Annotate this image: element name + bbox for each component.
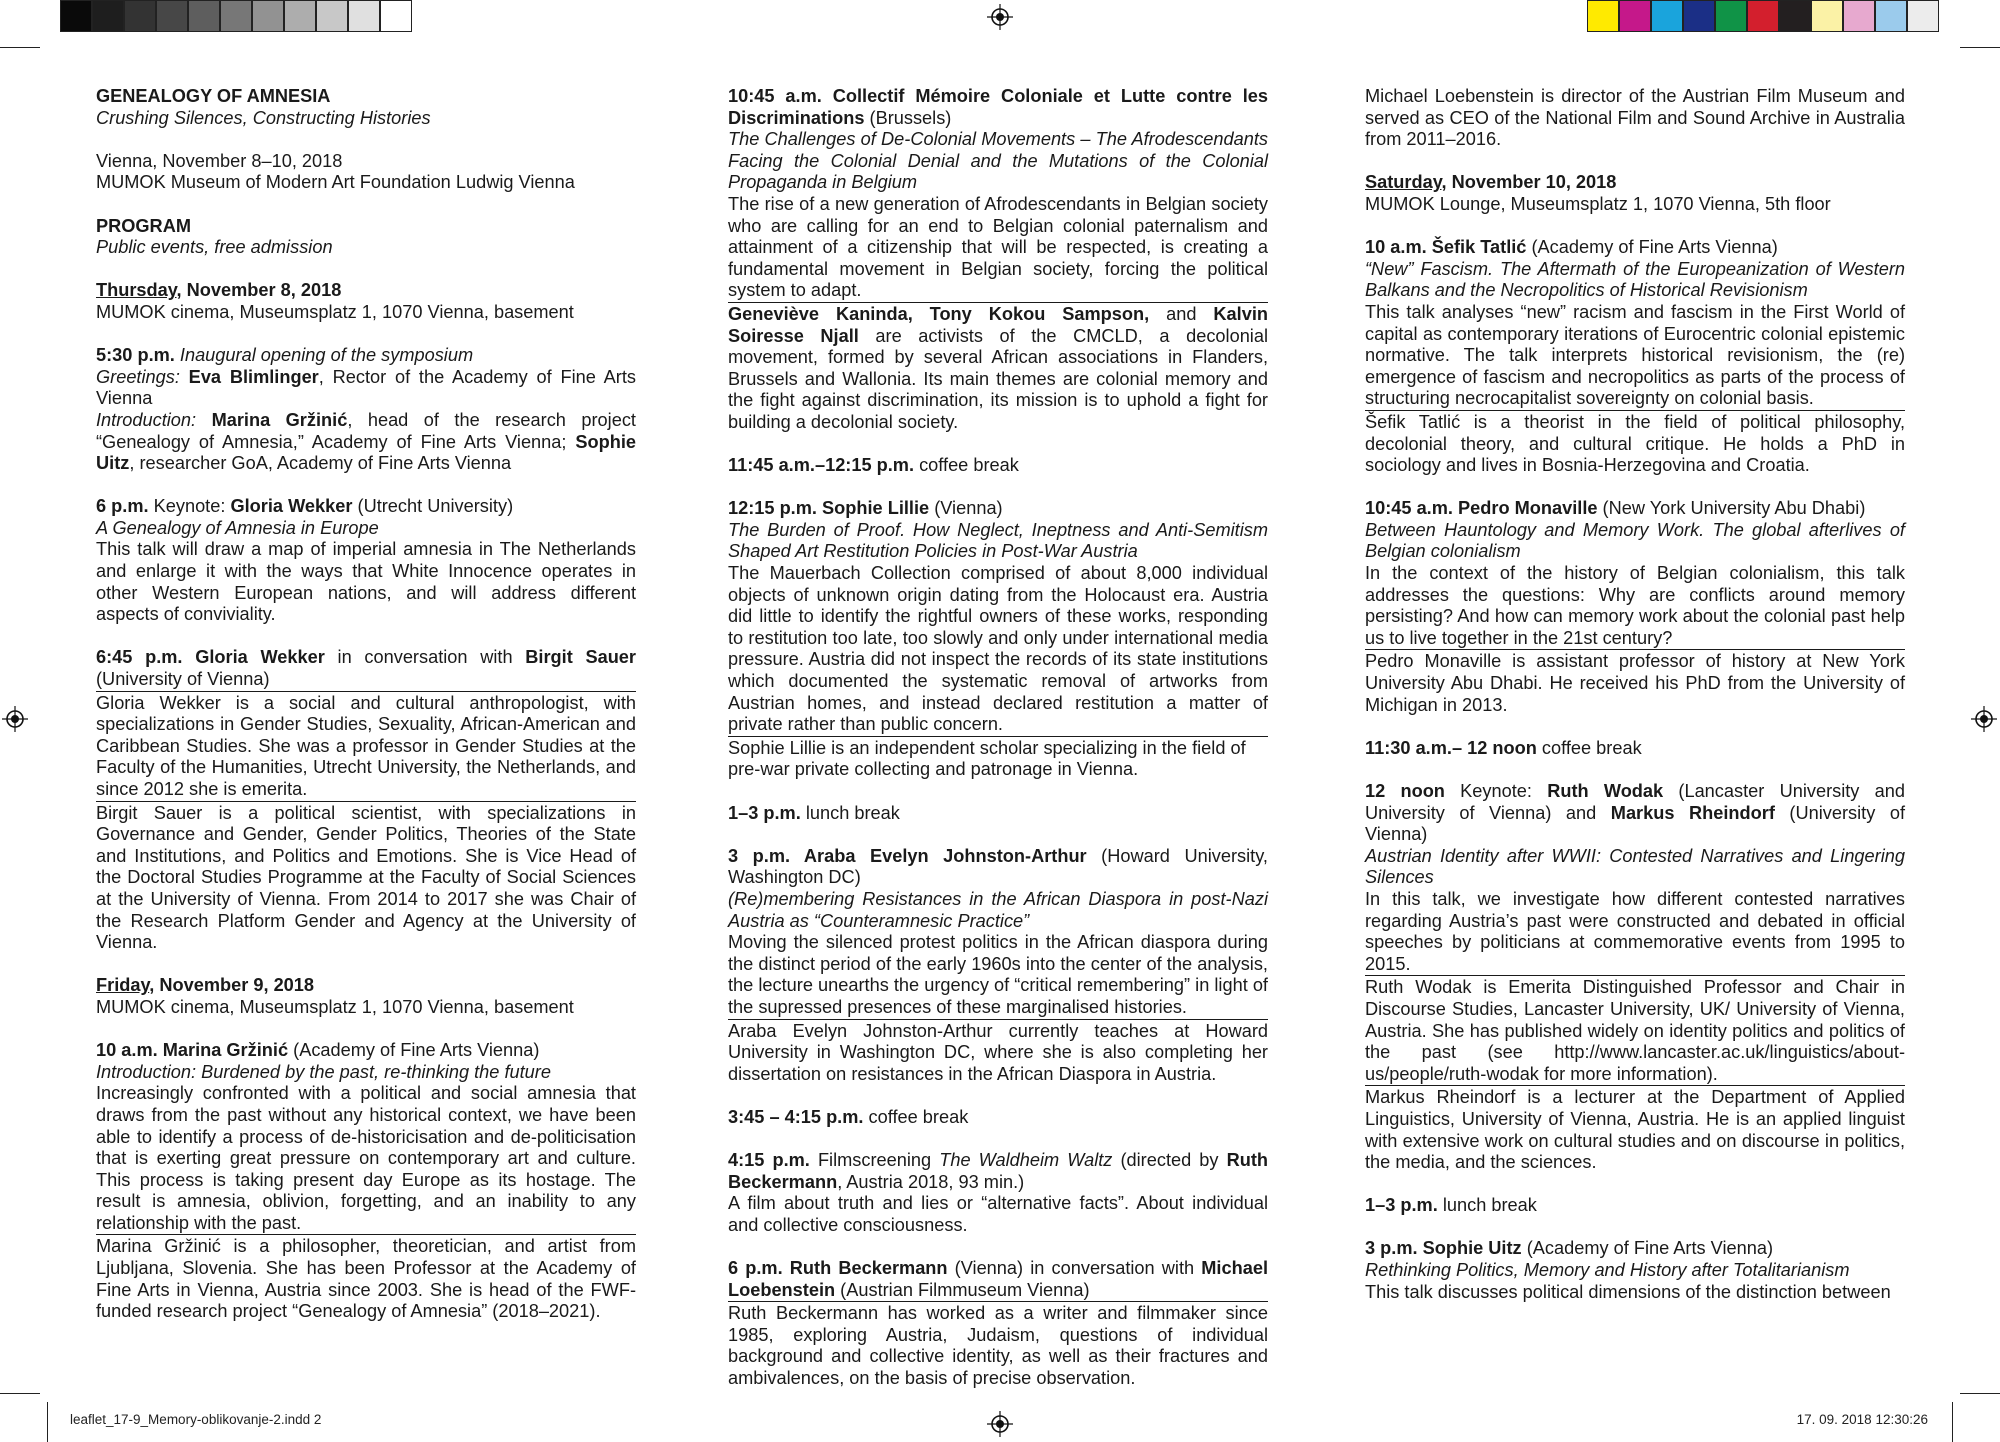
day-heading-saturday: Saturday, November 10, 2018 — [1365, 172, 1617, 193]
color-swatch — [1747, 0, 1779, 32]
speaker-bio: Ruth Wodak is Emerita Distinguished Professor and Chair in Discourse Studies, Lancaster University, UK/ University of Vienna, Austria. She has published widely on identity politics and politics of the past (see http://www.lancaster.ac.uk/linguistics/about-us/people/ruth-wodak for more information). — [1365, 977, 1905, 1084]
color-swatch — [1779, 0, 1811, 32]
color-swatch — [1619, 0, 1651, 32]
session-heading: 10 a.m. Šefik Tatlić (Academy of Fine Arts Vienna) — [1365, 237, 1778, 258]
session-abstract: In this talk, we investigate how different contested narratives regarding Austria’s past were constructed and debated in official speeches by politicians at commemorative events from 1995 to 2015. — [1365, 888, 1905, 974]
color-swatch — [60, 0, 92, 32]
event-title: GENEALOGY OF AMNESIA — [96, 86, 331, 106]
column-middle — [728, 86, 1268, 1390]
color-swatch — [188, 0, 220, 32]
registration-mark-icon — [2, 706, 28, 732]
crop-mark — [1960, 1393, 2000, 1394]
session-greetings: Greetings: Eva Blimlinger, Rector of the Academy of Fine Arts Vienna — [96, 366, 636, 409]
crop-mark — [1960, 47, 2000, 48]
session-heading: 6:45 p.m. Gloria Wekker in conversation with Birgit Sauer (University of Vienna) — [96, 647, 636, 690]
registration-mark-icon — [1971, 706, 1997, 732]
crop-mark — [0, 47, 40, 48]
day-location: MUMOK cinema, Museumsplatz 1, 1070 Vienna, basement — [96, 996, 574, 1017]
session-abstract: This talk will draw a map of imperial amnesia in The Netherlands and enlarge it with the ways that White Innocence operates in other Western European nations, and will address different aspects of conviviality. — [96, 539, 636, 625]
color-swatch — [1875, 0, 1907, 32]
footer-filename: leaflet_17-9_Memory-oblikovanje-2.indd 2 — [70, 1412, 322, 1427]
session-abstract: Increasingly confronted with a political and social amnesia that draws from the past without any historical context, we have been able to identify a process of de-historicisation and de-politicisation that is exerting great pressure on contemporary art and culture. This process is taking present day Europe as its hostage. The result is amnesia, oblivion, forgetting, and an inability to any relationship with the past. — [96, 1083, 636, 1233]
speaker-bio: Marina Gržinić is a philosopher, theoretician, and artist from Ljubljana, Slovenia. She has been Professor at the Academy of Fine Arts in Vienna, Austria since 2003. She is head of the FWF-funded research project “Genealogy of Amnesia” (2018–2021). — [96, 1236, 636, 1322]
speaker-bio-continued: Michael Loebenstein is director of the Austrian Film Museum and served as CEO of the National Film and Sound Archive in Australia from 2011–2016. — [1365, 86, 1905, 150]
footer-timestamp: 17. 09. 2018 12:30:26 — [1796, 1412, 1928, 1427]
session-title: The Challenges of De-Colonial Movements – The Afrodescendants Facing the Colonial Denial and the Mutations of the Colonial Propaganda in Belgium — [728, 129, 1268, 193]
event-venue: MUMOK Museum of Modern Art Foundation Ludwig Vienna — [96, 172, 575, 193]
color-swatch — [1907, 0, 1939, 32]
speaker-bio: Markus Rheindorf is a lecturer at the Department of Applied Linguistics, University of Vienna, Austria. He is an applied linguist with extensive work on cultural studies and on discourse in politics, the media, and the sciences. — [1365, 1087, 1905, 1173]
session-abstract: This talk analyses “new” racism and fascism in the First World of capital as contemporary iterations of Eurocentric colonial epistemic normative. The talk interprets historical revisionism, the (re) emergence of fascism and necropolitics as parts of the process of structuring necrocapitalist sovereignty on colonial basis. — [1365, 301, 1905, 409]
color-swatch — [348, 0, 380, 32]
color-swatch — [1843, 0, 1875, 32]
color-swatch — [156, 0, 188, 32]
speaker-bio: Šefik Tatlić is a theorist in the field of political philosophy, decolonial theory, and cultural critique. He holds a PhD in sociology and lives in Bosnia-Herzegovina and Croatia. — [1365, 411, 1905, 476]
color-swatch — [220, 0, 252, 32]
column-right — [1365, 86, 1905, 1303]
speaker-bio: Sophie Lillie is an independent scholar specializing in the field of pre-war private collecting and patronage in Vienna. — [728, 736, 1268, 781]
color-swatch — [252, 0, 284, 32]
session-abstract: In the context of the history of Belgian colonialism, this talk addresses the questions: Why are conflicts around memory persisting? And how can memory work about the colonial past help us to live together in the 21st century? — [1365, 563, 1905, 648]
event-dates: Vienna, November 8–10, 2018 — [96, 150, 343, 171]
break-line: 1–3 p.m. lunch break — [728, 802, 900, 823]
color-swatch — [1683, 0, 1715, 32]
color-swatch — [284, 0, 316, 32]
session-title: (Re)membering Resistances in the African Diaspora in post-Nazi Austria as “Counteramnesic Practice” — [728, 888, 1268, 931]
session-heading: 10 a.m. Marina Gržinić (Academy of Fine Arts Vienna) — [96, 1040, 540, 1061]
session-title: The Burden of Proof. How Neglect, Ineptness and Anti-Semitism Shaped Art Restitution Policies in Post-War Austria — [728, 519, 1268, 562]
day-heading-thursday: Thursday, November 8, 2018 — [96, 280, 342, 301]
color-swatch — [1715, 0, 1747, 32]
session-time-line: 5:30 p.m. Inaugural opening of the symposium — [96, 345, 474, 366]
day-heading-friday: Friday, November 9, 2018 — [96, 975, 315, 996]
session-heading: 12 noon Keynote: Ruth Wodak (Lancaster University and University of Vienna) and Markus Rheindorf (University of Vienna) — [1365, 781, 1905, 845]
color-swatch — [92, 0, 124, 32]
speaker-bio: Birgit Sauer is a political scientist, with specializations in Governance and Gender, Gender Politics, Theories of the State and Institutions, and Politics and Emotions. She is Vice Head of the Doctoral Studies Programme at the Faculty of Social Sciences at the University of Vienna. From 2014 to 2017 she was Chair of the Research Platform Gender and Agency at the University of Vienna. — [96, 802, 636, 953]
session-abstract: This talk discusses political dimensions of the distinction between — [1365, 1281, 1891, 1302]
day-location: MUMOK cinema, Museumsplatz 1, 1070 Vienna, basement — [96, 301, 574, 322]
day-location: MUMOK Lounge, Museumsplatz 1, 1070 Vienna, 5th floor — [1365, 193, 1831, 214]
session-abstract: A film about truth and lies or “alternative facts”. About individual and collective consciousness. — [728, 1193, 1268, 1235]
crop-mark — [0, 1393, 40, 1394]
session-heading: 3 p.m. Araba Evelyn Johnston-Arthur (Howard University, Washington DC) — [728, 845, 1268, 888]
break-line: 3:45 – 4:15 p.m. coffee break — [728, 1106, 969, 1127]
program-heading: PROGRAM — [96, 215, 191, 236]
registration-mark-icon — [987, 1411, 1013, 1437]
session-heading: 6 p.m. Ruth Beckermann (Vienna) in conversation with Michael Loebenstein (Austrian Filmmuseum Vienna) — [728, 1258, 1268, 1300]
color-swatch — [316, 0, 348, 32]
color-swatch — [380, 0, 412, 32]
session-heading: 3 p.m. Sophie Uitz (Academy of Fine Arts Vienna) — [1365, 1238, 1774, 1259]
session-heading: 12:15 p.m. Sophie Lillie (Vienna) — [728, 498, 1003, 519]
break-line: 11:30 a.m.– 12 noon coffee break — [1365, 737, 1642, 758]
session-heading: 4:15 p.m. Filmscreening The Waldheim Waltz (directed by Ruth Beckermann, Austria 2018, 93 min.) — [728, 1150, 1268, 1192]
registration-mark-icon — [987, 4, 1013, 30]
grayscale-color-bar — [60, 0, 412, 34]
break-line: 1–3 p.m. lunch break — [1365, 1195, 1537, 1216]
session-title: “New” Fascism. The Aftermath of the Europeanization of Western Balkans and the Necropolitics of Historical Revisionism — [1365, 258, 1905, 301]
color-swatch — [1811, 0, 1843, 32]
session-title: Austrian Identity after WWII: Contested Narratives and Lingering Silences — [1365, 845, 1905, 888]
session-title: Introduction: Burdened by the past, re-thinking the future — [96, 1061, 551, 1082]
program-note: Public events, free admission — [96, 237, 333, 258]
speaker-bio: Araba Evelyn Johnston-Arthur currently teaches at Howard University in Washington DC, where she is also completing her dissertation on resistances in the African Diaspora in Austria. — [728, 1020, 1268, 1084]
color-swatch — [1587, 0, 1619, 32]
session-title: Rethinking Politics, Memory and History after Totalitarianism — [1365, 1260, 1850, 1281]
column-left — [96, 86, 636, 1323]
event-subtitle: Crushing Silences, Constructing Histories — [96, 107, 431, 128]
session-title: Between Hauntology and Memory Work. The global afterlives of Belgian colonialism — [1365, 519, 1905, 562]
session-heading: 6 p.m. Keynote: Gloria Wekker (Utrecht University) — [96, 496, 514, 517]
session-title: A Genealogy of Amnesia in Europe — [96, 517, 379, 538]
process-color-bar — [1587, 0, 1939, 34]
session-abstract: Moving the silenced protest politics in the African diaspora during the distinct period of the early 1960s into the center of the analysis, the lecture unearths the urgency of “critical remembering” in light of the supressed presences of these marginalised histories. — [728, 932, 1268, 1017]
color-swatch — [124, 0, 156, 32]
break-line: 11:45 a.m.–12:15 p.m. coffee break — [728, 455, 1019, 476]
crop-mark — [1952, 1402, 1953, 1442]
session-abstract: The Mauerbach Collection comprised of about 8,000 individual objects of unknown origin dating from the Holocaust era. Austria did little to identify the rightful owners of these works, responding to restitution too late, too slowly and only under international media pressure. Austria did not inspect the records of its state institutions which documented the systematic removal of artworks from Austrian homes, and instead declared restitution a matter of private rather than public concern. — [728, 563, 1268, 735]
speaker-bio: Pedro Monaville is assistant professor of history at New York University Abu Dhabi. He received his PhD from the University of Michigan in 2013. — [1365, 651, 1905, 715]
color-swatch — [1651, 0, 1683, 32]
crop-mark — [47, 1402, 48, 1442]
session-heading: 10:45 a.m. Collectif Mémoire Coloniale et Lutte contre les Discriminations (Brussels) — [728, 86, 1268, 128]
speaker-bio: Ruth Beckermann has worked as a writer and filmmaker since 1985, exploring Austria, Judaism, questions of individual background and collective identity, as well as their fractures and ambivalences, on the basis of precise observation. — [728, 1303, 1268, 1389]
speaker-bio: Geneviève Kaninda, Tony Kokou Sampson, and Kalvin Soiresse Njall are activists of the CMCLD, a decolonial movement, formed by several African associations in Flanders, Brussels and Wallonia. Its main themes are colonial memory and the fight against discrimination, its mission is to uphold a fight for building a decolonial society. — [728, 303, 1269, 432]
session-abstract: The rise of a new generation of Afrodescendants in Belgian society who are calling for an end to Belgian colonial paternalism and attainment of a citizenship that will be respected, is creating a fundamental movement in Belgian society, forcing the political system to adapt. — [728, 193, 1268, 301]
session-introduction: Introduction: Marina Gržinić, head of the research project “Genealogy of Amnesia,” Academy of Fine Arts Vienna; Sophie Uitz, researcher GoA, Academy of Fine Arts Vienna — [96, 409, 636, 474]
speaker-bio: Gloria Wekker is a social and cultural anthropologist, with specializations in Gender Studies, Sexuality, African-American and Caribbean Studies. She was a professor in Gender Studies at the Faculty of the Humanities, Utrecht University, the Netherlands, and since 2012 she is emerita. — [96, 692, 636, 799]
session-heading: 10:45 a.m. Pedro Monaville (New York University Abu Dhabi) — [1365, 498, 1866, 519]
